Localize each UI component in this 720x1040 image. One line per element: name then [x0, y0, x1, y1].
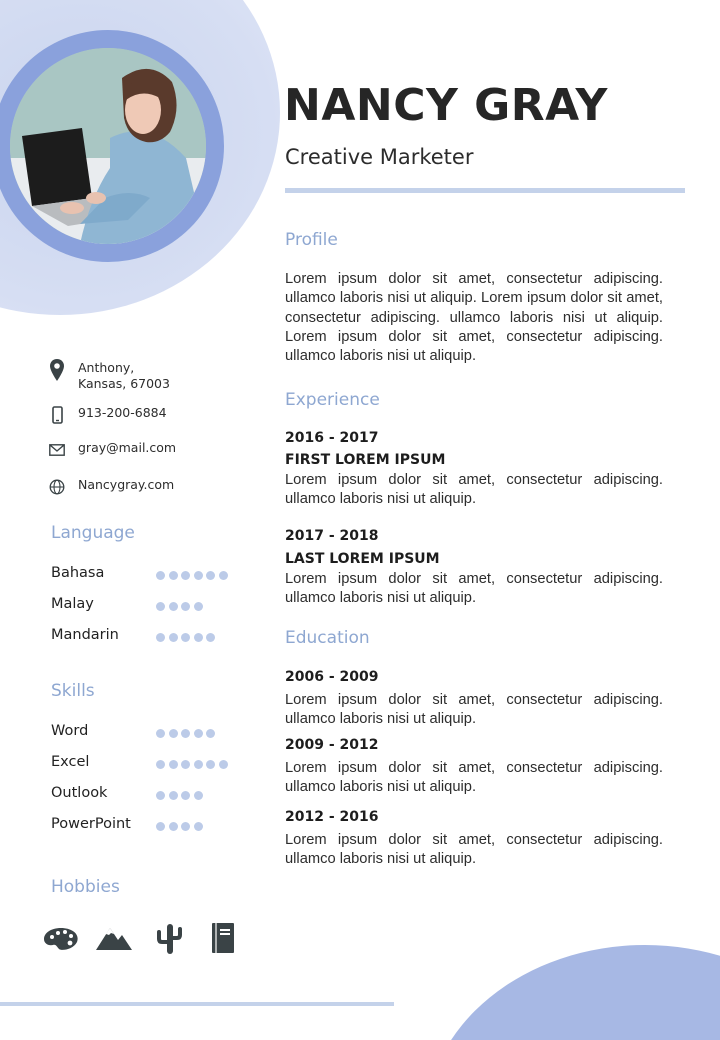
address-line1: Anthony, — [78, 360, 135, 375]
level-dot — [181, 791, 190, 800]
experience-1-text: Lorem ipsum dolor sit amet, consectetur adipiscing. ullamco laboris nisi ut aliquip. — [285, 472, 663, 508]
level-dot — [194, 571, 203, 580]
skill-item-label: Excel — [51, 754, 90, 770]
level-dot — [194, 760, 203, 769]
phone-number: 913-200-6884 — [78, 405, 167, 420]
skill-item-label: Word — [51, 723, 89, 739]
contact-email — [46, 440, 176, 460]
skill-item-level-dots — [156, 760, 228, 769]
level-dot — [181, 760, 190, 769]
experience-2-text: Lorem ipsum dolor sit amet, consectetur adipiscing. ullamco laboris nisi ut aliquip. — [285, 571, 663, 607]
level-dot — [219, 571, 228, 580]
education-3-years: 2012 - 2016 — [285, 809, 379, 825]
language-item-label: Malay — [51, 596, 94, 612]
level-dot — [219, 760, 228, 769]
mail-icon — [46, 440, 68, 460]
experience-1-years: 2016 - 2017 — [285, 430, 379, 446]
level-dot — [169, 822, 178, 831]
profile-text: Lorem ipsum dolor sit amet, consectetur adipiscing. ullamco laboris nisi ut aliquip. Lorem ipsum dolor sit amet, consectetur adipiscing. ullamco laboris nisi ut aliquip. Lorem ipsum dolor sit amet, consectetur adipiscing. ullamco laboris nisi ut aliquip. — [285, 271, 663, 365]
phone-icon — [46, 405, 68, 425]
language-item-level-dots — [156, 633, 215, 642]
bottom-divider — [0, 1002, 394, 1006]
level-dot — [181, 822, 190, 831]
candidate-title: Creative Marketer — [285, 145, 474, 169]
skill-item-level-dots — [156, 822, 203, 831]
level-dot — [156, 602, 165, 611]
education-1-years: 2006 - 2009 — [285, 669, 379, 685]
level-dot — [156, 571, 165, 580]
hobbies-heading: Hobbies — [51, 877, 120, 897]
language-item-level-dots — [156, 602, 203, 611]
language-item-level-dots — [156, 571, 228, 580]
education-1-text: Lorem ipsum dolor sit amet, consectetur adipiscing. ullamco laboris nisi ut aliquip. — [285, 692, 663, 728]
level-dot — [194, 791, 203, 800]
mountain-icon — [96, 920, 132, 956]
language-item-label: Mandarin — [51, 627, 119, 643]
skill-item-level-dots — [156, 729, 215, 738]
level-dot — [169, 571, 178, 580]
education-3-text: Lorem ipsum dolor sit amet, consectetur adipiscing. ullamco laboris nisi ut aliquip. — [285, 832, 663, 868]
level-dot — [181, 571, 190, 580]
globe-icon — [46, 477, 68, 497]
profile-photo — [10, 48, 206, 244]
level-dot — [169, 633, 178, 642]
language-item-label: Bahasa — [51, 565, 105, 581]
level-dot — [194, 633, 203, 642]
profile-photo-illustration — [10, 48, 206, 244]
level-dot — [156, 791, 165, 800]
level-dot — [194, 729, 203, 738]
level-dot — [156, 760, 165, 769]
palette-icon — [43, 920, 79, 956]
website: Nancygray.com — [78, 477, 175, 492]
education-heading: Education — [285, 628, 370, 648]
experience-2-years: 2017 - 2018 — [285, 528, 379, 544]
skill-item-label: Outlook — [51, 785, 108, 801]
location-pin-icon — [46, 360, 68, 380]
decorative-blob-bottom — [425, 945, 720, 1040]
candidate-name: NANCY GRAY — [284, 80, 608, 131]
level-dot — [181, 729, 190, 738]
level-dot — [169, 729, 178, 738]
level-dot — [169, 602, 178, 611]
contact-website — [46, 477, 174, 497]
contact-address — [46, 360, 170, 392]
education-2-text: Lorem ipsum dolor sit amet, consectetur adipiscing. ullamco laboris nisi ut aliquip. — [285, 760, 663, 796]
cactus-icon — [152, 920, 188, 956]
email-address: gray@mail.com — [78, 440, 177, 455]
skills-heading: Skills — [51, 681, 95, 701]
level-dot — [206, 633, 215, 642]
level-dot — [194, 602, 203, 611]
profile-heading: Profile — [285, 230, 338, 250]
level-dot — [156, 729, 165, 738]
level-dot — [181, 633, 190, 642]
contact-phone — [46, 405, 167, 425]
header-divider — [285, 188, 685, 193]
experience-1-title: FIRST LOREM IPSUM — [285, 452, 446, 468]
book-icon — [205, 920, 241, 956]
level-dot — [169, 760, 178, 769]
level-dot — [156, 822, 165, 831]
level-dot — [206, 760, 215, 769]
level-dot — [156, 633, 165, 642]
level-dot — [181, 602, 190, 611]
address-line2: Kansas, 67003 — [78, 376, 170, 391]
experience-heading: Experience — [285, 390, 380, 410]
level-dot — [169, 791, 178, 800]
level-dot — [194, 822, 203, 831]
skill-item-label: PowerPoint — [51, 816, 131, 832]
level-dot — [206, 729, 215, 738]
education-2-years: 2009 - 2012 — [285, 737, 379, 753]
level-dot — [206, 571, 215, 580]
skill-item-level-dots — [156, 791, 203, 800]
experience-2-title: LAST LOREM IPSUM — [285, 551, 440, 567]
language-heading: Language — [51, 523, 135, 543]
